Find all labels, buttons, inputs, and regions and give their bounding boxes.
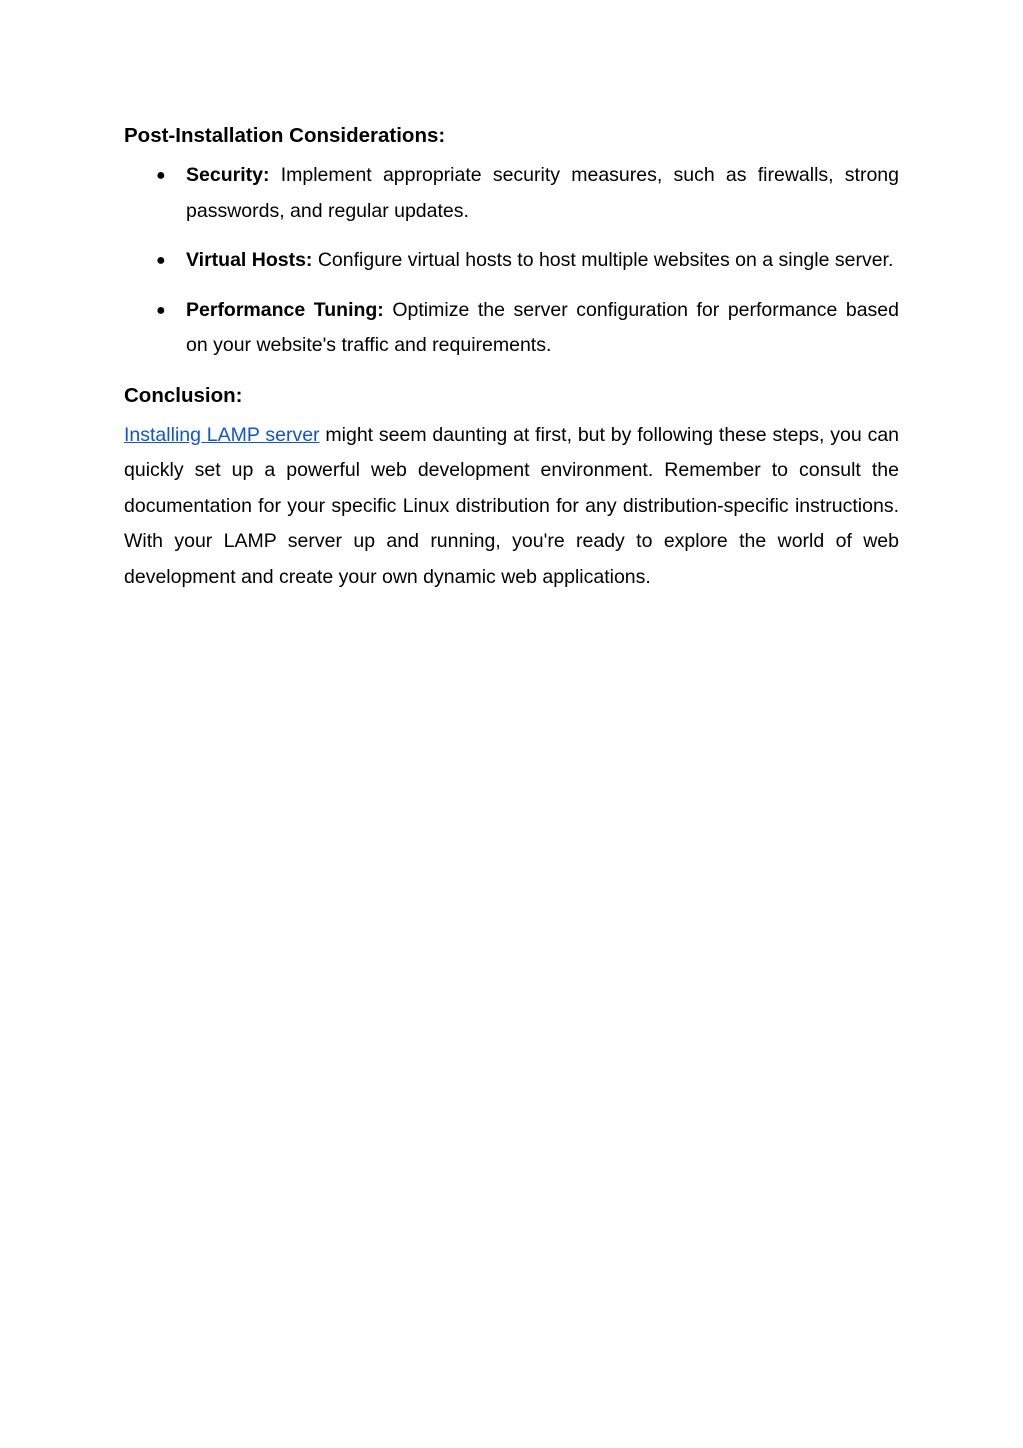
bullet-icon: ● — [156, 167, 166, 184]
list-item-text: Optimize the server configuration for performance based on your website's traffic and requirements. — [186, 298, 899, 356]
post-installation-heading: Post-Installation Considerations: — [124, 124, 446, 147]
installing-lamp-server-link[interactable]: Installing LAMP server — [124, 423, 320, 446]
list-item-performance-tuning — [124, 293, 899, 364]
document-page — [124, 118, 899, 595]
list-item-text: Configure virtual hosts to host multiple websites on a single server. — [317, 249, 894, 271]
considerations-list — [124, 158, 899, 364]
list-item-term: Virtual Hosts: — [186, 249, 313, 271]
conclusion-body-text: might seem daunting at first, but by following these steps, you can quickly set up a powerful web development environment. Remember to consult the documentation for your specific Linux distribution for any distribution-specific instructions. With your LAMP server up and running, you're ready to explore the world of web development and create your own dynamic web applications. — [124, 423, 900, 588]
bullet-icon: ● — [156, 252, 166, 269]
list-item-term: Performance Tuning: — [186, 298, 384, 321]
bullet-icon: ● — [156, 301, 166, 319]
list-item-term: Security: — [186, 164, 270, 186]
conclusion-paragraph — [124, 418, 899, 596]
list-item-security — [124, 158, 899, 229]
list-item-virtual-hosts — [124, 243, 899, 279]
list-item-text: Implement appropriate security measures, such as firewalls, strong passwords, and regular updates. — [186, 164, 899, 222]
conclusion-heading: Conclusion: — [124, 383, 243, 407]
